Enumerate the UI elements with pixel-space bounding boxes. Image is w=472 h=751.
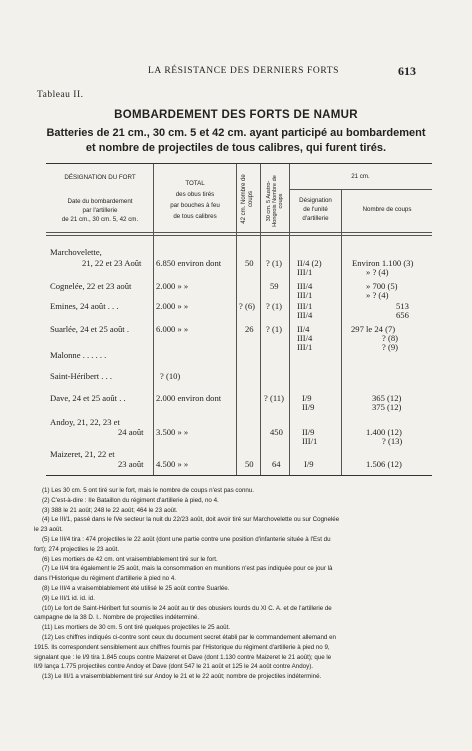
- footnote: (11) Les mortiers de 30 cm. 5 ont tiré quelques projectiles le 25 août.: [42, 624, 231, 632]
- row-fort: Saint-Héribert . . .: [50, 371, 113, 381]
- col-header-designation-sub-1: Date du bombardement: [67, 198, 133, 205]
- col-header-total-4: de tous calibres: [173, 213, 217, 220]
- row-count: 375 (12): [372, 402, 402, 412]
- table-subtitle-line2: et nombre de projectiles de tous calibres, qui furent tirés.: [85, 142, 387, 154]
- row-total: 6.850 environ dont: [156, 258, 222, 268]
- row-c42: 26: [245, 324, 254, 334]
- footnote: (5) Le III/4 tira : 474 projectiles le 22 août (dont une partie contre une position d'infanterie située à l'Est du: [42, 535, 331, 543]
- row-c42: ? (6): [239, 301, 255, 311]
- row-count: » ? (4): [366, 267, 389, 277]
- col-header-count: Nombre de coups: [362, 206, 412, 213]
- row-fort: Marchovelette,: [50, 247, 102, 257]
- row-total: ? (10): [160, 371, 181, 381]
- row-count: 513: [396, 301, 409, 311]
- footnote: (4) Le III/1, passé dans le IVe secteur la nuit du 22/23 août, doit avoir tiré sur Marchovelette ou sur Cognelée: [42, 516, 340, 524]
- footnote: signalant que : le I/9 tira 1.845 coups contre Maizeret et Dave (dont 1.130 contre Maizeret le 21 août); que le: [34, 653, 332, 661]
- row-total: 3.500 » »: [156, 427, 189, 437]
- col-header-designation-sub-3: de 21 cm., 30 cm. 5, 42 cm.: [61, 216, 139, 223]
- footnote: (10) Le fort de Saint-Héribert fut soumis le 24 août au tir des obusiers lourds du XI C. A. et de l'artillerie de: [42, 604, 332, 612]
- running-title: LA RÉSISTANCE DES DERNIERS FORTS: [148, 66, 340, 76]
- footnote: (13) Le III/1 a vraisemblablement tiré sur Andoy le 21 et le 22 août; nombre de projectiles indéterminé.: [42, 673, 322, 681]
- row-c305: 59: [270, 281, 279, 291]
- row-unit: III/1: [297, 301, 313, 311]
- row-fort: Cognelée, 22 et 23 août: [50, 281, 132, 291]
- row-date: 24 août: [118, 427, 144, 437]
- row-c305: ? (1): [266, 324, 282, 334]
- col-header-unit-2: de l'unité: [303, 206, 328, 213]
- row-unit: III/4: [297, 281, 313, 291]
- col-header-42cm: 42 cm. Nombre de coups: [241, 174, 254, 224]
- row-unit: II/4: [297, 324, 310, 334]
- col-header-total: TOTAL: [185, 180, 205, 187]
- row-unit: II/9: [302, 402, 315, 412]
- row-unit: I/9: [302, 393, 312, 403]
- col-header-total-2: des obus tirés: [175, 191, 215, 198]
- row-unit: II/4 (2): [297, 258, 322, 268]
- row-c305: ? (1): [266, 301, 282, 311]
- row-total: 2.000 environ dont: [156, 393, 222, 403]
- row-date: 23 août: [118, 459, 144, 469]
- row-count: ? (9): [382, 342, 398, 352]
- row-date: 21, 22 et 23 Août: [82, 258, 142, 268]
- row-c305: 450: [270, 427, 283, 437]
- footnote: (12) Les chiffres indiqués ci-contre sont ceux du document secret établi par le commandement allemand en: [42, 633, 336, 641]
- row-count: 1.400 (12): [366, 427, 402, 437]
- footnote: (9) Le III/1 id. id. id.: [42, 594, 95, 602]
- footnote: (8) Le III/4 a vraisemblablement été utilisé le 25 août contre Suarlée.: [42, 584, 230, 592]
- row-total: 4.500 » »: [156, 459, 189, 469]
- footnote: (2) C'est-à-dire : IIe Bataillon du régiment d'artillerie à pied, no 4.: [42, 496, 219, 504]
- page-number: 613: [398, 64, 416, 78]
- row-fort: Suarlée, 24 et 25 août .: [50, 324, 129, 334]
- table-title: BOMBARDEMENT DES FORTS DE NAMUR: [114, 109, 358, 121]
- row-c42: 50: [245, 459, 254, 469]
- footnote: (1) Les 30 cm. 5 ont tiré sur le fort, mais le nombre de coups n'est pas connu.: [42, 487, 255, 494]
- row-count: 1.506 (12): [366, 459, 402, 469]
- col-header-designation-sub-2: par l'artillerie: [82, 207, 118, 214]
- row-total: 2.000 » »: [156, 301, 189, 311]
- row-count: 365 (12): [372, 393, 402, 403]
- tableau-label: Tableau II.: [37, 90, 84, 100]
- row-count: ? (13): [382, 436, 403, 446]
- col-header-305cm: 30 cm. 5 Austro-Hongrois Nombre de coups: [266, 175, 284, 227]
- running-header: [0, 66, 472, 80]
- row-c305: ? (1): [266, 258, 282, 268]
- bombardment-table: [46, 163, 432, 476]
- row-count: » ? (4): [366, 290, 389, 300]
- col-header-total-3: par bouches à feu: [170, 202, 220, 209]
- footnote: 1915. Ils correspondent sensiblement aux chiffres fournis par l'Historique du régiment d'artillerie à pied no 9,: [34, 643, 330, 651]
- footnote: le 23 août.: [34, 526, 63, 534]
- row-fort: Andoy, 21, 22, 23 et: [50, 417, 120, 427]
- row-count: » 700 (5): [366, 281, 398, 291]
- row-unit: III/1: [297, 267, 313, 277]
- row-total: 2.000 » »: [156, 281, 189, 291]
- row-unit: III/4: [297, 310, 313, 320]
- row-count: 656: [396, 310, 409, 320]
- row-c42: 50: [245, 258, 254, 268]
- row-fort: Dave, 24 et 25 août . .: [50, 393, 126, 403]
- row-unit: III/4: [297, 333, 313, 343]
- row-count: ? (8): [382, 333, 398, 343]
- footnote: campagne de la 38 D. I.. Nombre de projectiles indéterminé.: [34, 614, 200, 622]
- footnote: (3) 388 le 21 août; 248 le 22 août; 464 le 23 août.: [42, 506, 178, 514]
- row-unit: III/1: [297, 290, 313, 300]
- footnotes: [34, 486, 442, 682]
- row-fort: Malonne . . . . . .: [50, 350, 107, 360]
- row-unit: III/1: [302, 436, 318, 446]
- footnote: fort); 274 projectiles le 23 août.: [34, 545, 119, 553]
- footnote: (6) Les mortiers de 42 cm. ont vraisemblablement tiré sur le fort.: [42, 555, 218, 563]
- row-c305: 64: [272, 459, 281, 469]
- row-count: Environ 1.100 (3): [352, 258, 414, 268]
- row-count: 297 le 24 (7): [351, 324, 396, 334]
- footnote: dans l'Historique du régiment d'artillerie à pied no 4.: [34, 575, 177, 583]
- col-header-unit-1: Désignation: [299, 197, 332, 204]
- footnote: II/9 lança 1.775 projectiles contre Andoy et Dave (dont 547 le 21 août et 125 le 24 août contre Andoy).: [34, 663, 313, 671]
- table-subtitle-line1: Batteries de 21 cm., 30 cm. 5 et 42 cm. ayant participé au bombardement: [46, 127, 426, 139]
- col-header-designation: DÉSIGNATION DU FORT: [64, 174, 136, 181]
- col-header-21cm: 21 cm.: [351, 173, 370, 180]
- row-unit: II/9: [302, 427, 315, 437]
- row-c305: ? (11): [264, 393, 284, 403]
- row-total: 6.000 » »: [156, 324, 189, 334]
- row-fort: Emines, 24 août . . .: [50, 301, 119, 311]
- row-fort: Maizeret, 21, 22 et: [50, 449, 115, 459]
- footnote: (7) Le II/4 tira également le 25 août, mais la consommation en munitions n'est pas indiquée pour ce jour là: [42, 565, 333, 573]
- row-unit: I/9: [304, 459, 314, 469]
- row-unit: III/1: [297, 342, 313, 352]
- col-header-unit-3: d'artillerie: [302, 215, 329, 222]
